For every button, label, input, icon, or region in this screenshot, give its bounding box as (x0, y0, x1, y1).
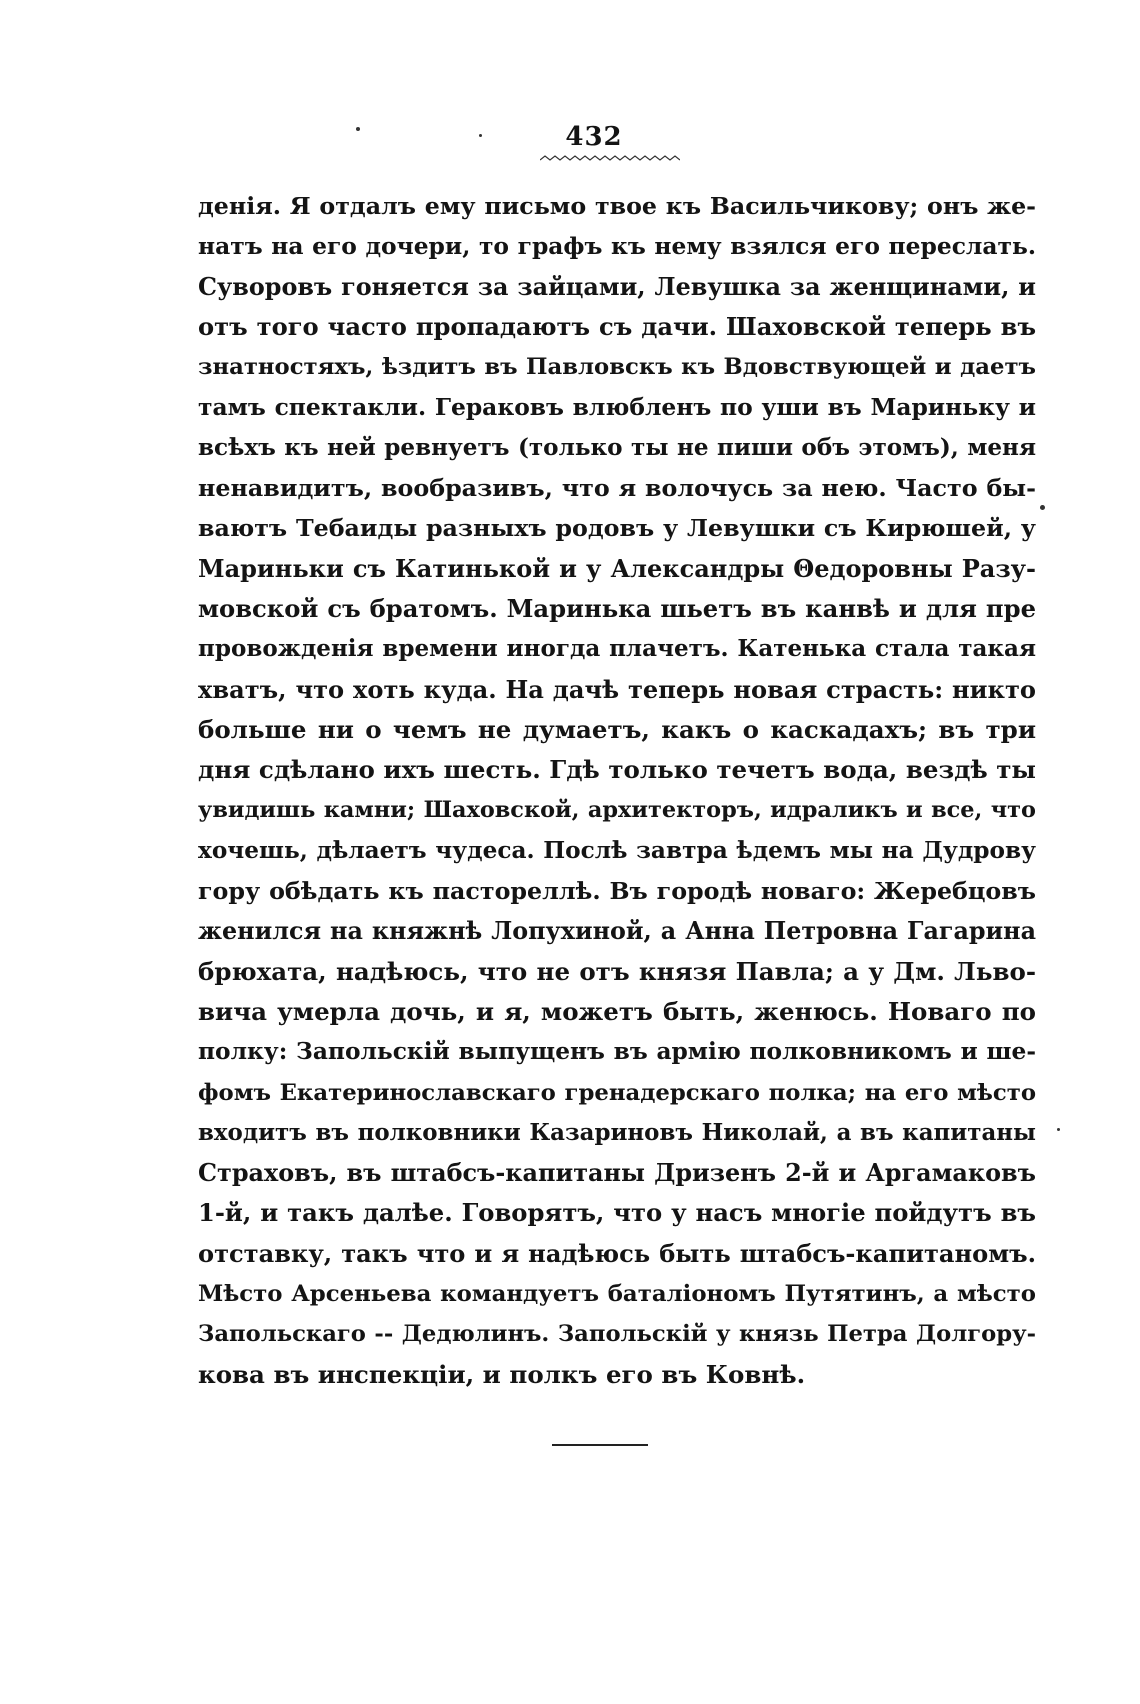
text-line: отставку, такъ что и я надѣюсь быть штабсъ-капитаномъ. (198, 1238, 1036, 1268)
text-line: тамъ спектакли. Гераковъ влюбленъ по уши въ Мариньку и (198, 393, 1036, 422)
scan-speck (479, 134, 482, 137)
decorative-wavy-rule (540, 154, 680, 164)
page-number (0, 122, 1140, 152)
text-line: денія. Я отдалъ ему письмо твое къ Васильчикову; онъ же- (198, 192, 1036, 220)
text-line: знатностяхъ, ѣздитъ въ Павловскъ къ Вдовствующей и даетъ (198, 354, 1036, 381)
text-line: ваютъ Тебаиды разныхъ родовъ у Левушки съ Кирюшей, у (198, 514, 1036, 543)
text-line: Суворовъ гоняется за зайцами, Левушка за женщинами, и (198, 272, 1036, 301)
text-line: Страховъ, въ штабсъ-капитаны Дризенъ 2-й и Аргамаковъ (198, 1159, 1036, 1188)
text-line: кова въ инспекціи, и полкъ его въ Ковнѣ. (198, 1359, 806, 1389)
text-line: хочешь, дѣлаетъ чудеса. Послѣ завтра ѣдемъ мы на Дудрову (198, 836, 1036, 864)
text-line: гору обѣдать къ пастореллѣ. Въ городѣ новаго: Жеребцовъ (198, 877, 1036, 906)
text-line: мовской съ братомъ. Маринька шьетъ въ канвѣ и для пре (198, 593, 1036, 623)
text-line: хватъ, что хоть куда. На дачѣ теперь новая страсть: никто (198, 674, 1036, 704)
text-line: всѣхъ къ ней ревнуетъ (только ты не пиши объ этомъ), меня (198, 433, 1036, 461)
text-line: ненавидитъ, вообразивъ, что я волочусь за нею. Часто бы- (198, 474, 1036, 503)
body-text (198, 186, 1036, 1395)
text-line: отъ того часто пропадаютъ съ дачи. Шаховской теперь въ (198, 311, 1036, 341)
text-line: Запольскаго -- Дедюлинъ. Запольскій у князь Петра Долгору- (198, 1321, 1036, 1348)
text-line: 1-й, и такъ далѣе. Говорятъ, что у насъ многіе пойдутъ въ (198, 1198, 1036, 1228)
text-line: больше ни о чемъ не думаетъ, какъ о каскадахъ; въ три (198, 714, 1036, 744)
text-line: Мѣсто Арсеньева командуетъ баталіономъ Путятинъ, а мѣсто (198, 1281, 1036, 1308)
text-line: увидишь камни; Шаховской, архитекторъ, идраликъ и все, что (198, 797, 1036, 824)
text-line: полку: Запольскій выпущенъ въ армію полковникомъ и ше- (198, 1038, 1036, 1066)
scan-speck (356, 127, 360, 131)
text-line: провожденія времени иногда плачетъ. Катенька стала такая (198, 635, 1036, 663)
text-line: входитъ въ полковники Казариновъ Николай, а въ капитаны (198, 1118, 1036, 1146)
scan-speck (1040, 505, 1045, 510)
text-line: натъ на его дочери, то графъ къ нему взялся его переслать. (198, 232, 1036, 261)
text-line: женился на княжнѣ Лопухиной, а Анна Петровна Гагарина (198, 917, 1036, 946)
text-line: дня сдѣлано ихъ шесть. Гдѣ только течетъ вода, вездѣ ты (198, 755, 1036, 785)
section-end-rule (552, 1444, 648, 1446)
scan-speck (1057, 1128, 1060, 1131)
page-number-text: 432 (565, 122, 623, 152)
text-line: брюхата, надѣюсь, что не отъ князя Павла; а у Дм. Льво- (198, 956, 1036, 986)
text-line: вича умерла дочь, и я, можетъ быть, женюсь. Новаго по (198, 996, 1036, 1026)
text-line: фомъ Екатеринославскаго гренадерскаго полка; на его мѣсто (198, 1079, 1036, 1106)
text-line: Мариньки съ Катинькой и у Александры Θедоровны Разу- (198, 553, 1036, 583)
